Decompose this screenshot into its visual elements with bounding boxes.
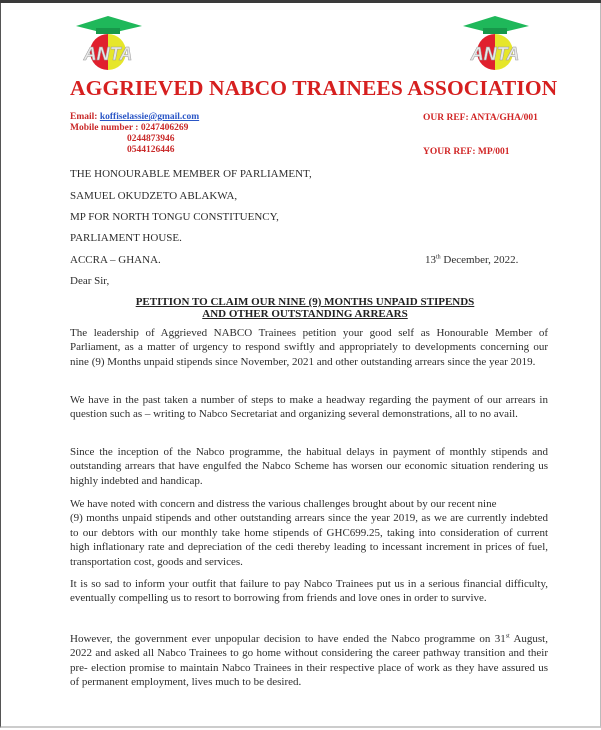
email-line: [70, 112, 199, 123]
paragraph-3: Since the inception of the Nabco programme, the habitual delays in payment of monthly stipends and outstanding arrears that have engulfed the Nabco Scheme has worsen our economic situation rendering us highly indebted and handicap.: [70, 446, 548, 487]
date-rest: December, 2022.: [440, 254, 519, 266]
paragraph-1: The leadership of Aggrieved NABCO Trainees petition your good self as Honourable Member of Parliament, as a matter of urgency to respond swiftly and appropriately to developments concerning our nine (9) Months unpaid stipends since November, 2021 and other outstanding arrears since the year 2019.: [70, 327, 548, 368]
your-ref: YOUR REF: MP/001: [423, 147, 510, 157]
subject-line-1: PETITION TO CLAIM OUR NINE (9) MONTHS UNPAID STIPENDS: [135, 296, 475, 308]
phone-2: 0244873946: [127, 134, 175, 144]
phone-1: 0247406269: [140, 123, 189, 133]
logo-lettering: ANTA: [470, 44, 520, 64]
email-link[interactable]: koffiselassie@gmail.com: [99, 112, 200, 122]
date-day: 13: [425, 254, 436, 266]
anta-logo-left: [68, 12, 148, 72]
paragraph-4: [70, 497, 548, 569]
paragraph-2: We have in the past taken a number of steps to make a headway regarding the payment of our arrears in question such as – writing to Nabco Secretariat and organizing several demonstrations, all to no avail.: [70, 394, 548, 421]
paragraph-6-sup: st: [505, 633, 510, 640]
email-label: Email:: [70, 112, 98, 122]
logo-lettering: ANTA: [83, 44, 133, 64]
anta-logo-right: [455, 12, 535, 72]
recipient-line: ACCRA – GHANA.: [70, 254, 161, 266]
paragraph-5: It is so sad to inform your outfit that failure to pay Nabco Trainees put us in a serious financial difficulty, eventually compelling us to resort to borrowing from friends and love ones in order to survive.: [70, 578, 548, 605]
paragraph-4-first-line: We have noted with concern and distress the various challenges brought about by our recent nine: [70, 498, 497, 510]
our-ref: OUR REF: ANTA/GHA/001: [423, 113, 538, 123]
date-suffix: th: [436, 254, 441, 261]
subject-line-2: AND OTHER OUTSTANDING ARREARS: [202, 308, 408, 320]
subject-heading: [70, 296, 540, 320]
recipient-line: THE HONOURABLE MEMBER OF PARLIAMENT,: [70, 168, 312, 180]
recipient-line: SAMUEL OKUDZETO ABLAKWA,: [70, 190, 238, 202]
mobile-label: Mobile number :: [70, 123, 139, 133]
recipient-line: PARLIAMENT HOUSE.: [70, 232, 182, 244]
paragraph-6-start: However, the government ever unpopular decision to have ended the Nabco programme on 31: [70, 633, 506, 645]
contact-block: [70, 112, 199, 156]
paragraph-6: [70, 632, 548, 690]
org-title: AGGRIEVED NABCO TRAINEES ASSOCIATION: [70, 76, 558, 100]
paragraph-6-end: August, 2022 and asked all Nabco Trainees to go home without considering the career pathway transition and their pre- election promise to maintain Nabco Trainees in their respective place of work as they have assured us of permanent employment, lives much to be desired.: [70, 633, 548, 689]
mobile-line: [70, 123, 199, 134]
phone-3: 0544126446: [127, 145, 175, 155]
paragraph-4-rest: (9) months unpaid stipends and other outstanding arrears since the year 2019, as we are currently indebted to our debtors with our monthly take home stipends of GHC699.25, taking into consideration of current high inflationary rate and depreciation of the cedi thereby leading to incessant increment in prices of fuel, transportation cost, goods and services.: [70, 512, 548, 568]
recipient-line: MP FOR NORTH TONGU CONSTITUENCY,: [70, 211, 279, 223]
salutation: Dear Sir,: [70, 275, 110, 287]
letter-date: [425, 254, 518, 266]
